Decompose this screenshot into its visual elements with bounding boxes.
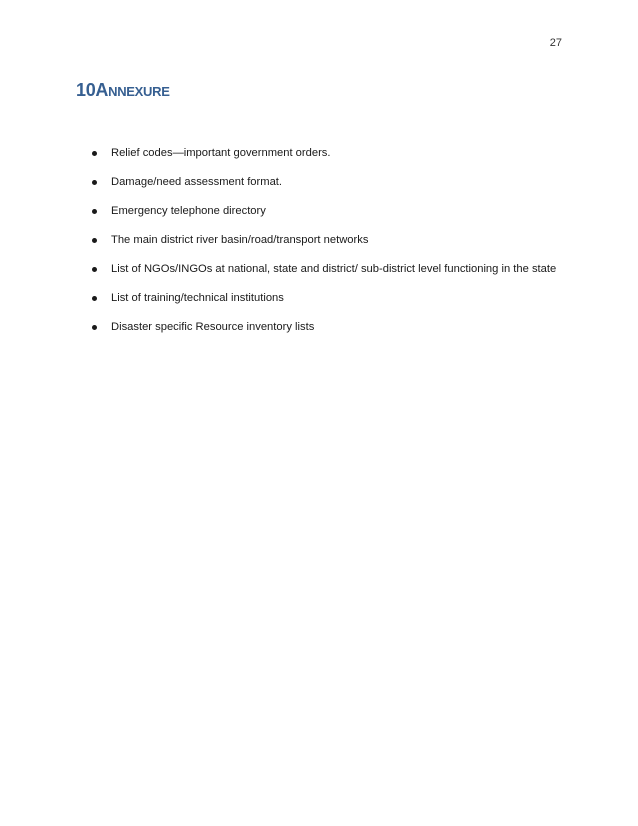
section-title-rest: NNEXURE	[108, 84, 170, 99]
list-item-text: List of NGOs/INGOs at national, state and district/ sub-district level functioning in the state	[111, 263, 557, 275]
list-item-text: The main district river basin/road/transport networks	[111, 234, 369, 246]
list-item-text: Emergency telephone directory	[111, 205, 266, 217]
bullet-icon	[92, 238, 97, 243]
list-item	[92, 145, 564, 161]
bullet-icon	[92, 151, 97, 156]
list-item-text: Disaster specific Resource inventory lists	[111, 321, 315, 333]
section-title-initial: A	[95, 80, 109, 100]
list-item-text: Relief codes—important government orders.	[111, 147, 331, 159]
list-item	[92, 319, 564, 335]
bullet-icon	[92, 296, 97, 301]
section-heading	[76, 80, 170, 101]
section-number: 10	[76, 80, 96, 100]
annexure-list	[92, 145, 564, 348]
list-item	[92, 203, 564, 219]
list-item	[92, 174, 564, 190]
list-item-text: Damage/need assessment format.	[111, 176, 283, 188]
list-item	[92, 290, 564, 306]
bullet-icon	[92, 267, 97, 272]
list-item	[92, 261, 564, 277]
bullet-icon	[92, 325, 97, 330]
bullet-icon	[92, 180, 97, 185]
list-item	[92, 232, 564, 248]
page-number: 27	[549, 37, 562, 49]
bullet-icon	[92, 209, 97, 214]
list-item-text: List of training/technical institutions	[111, 292, 284, 304]
